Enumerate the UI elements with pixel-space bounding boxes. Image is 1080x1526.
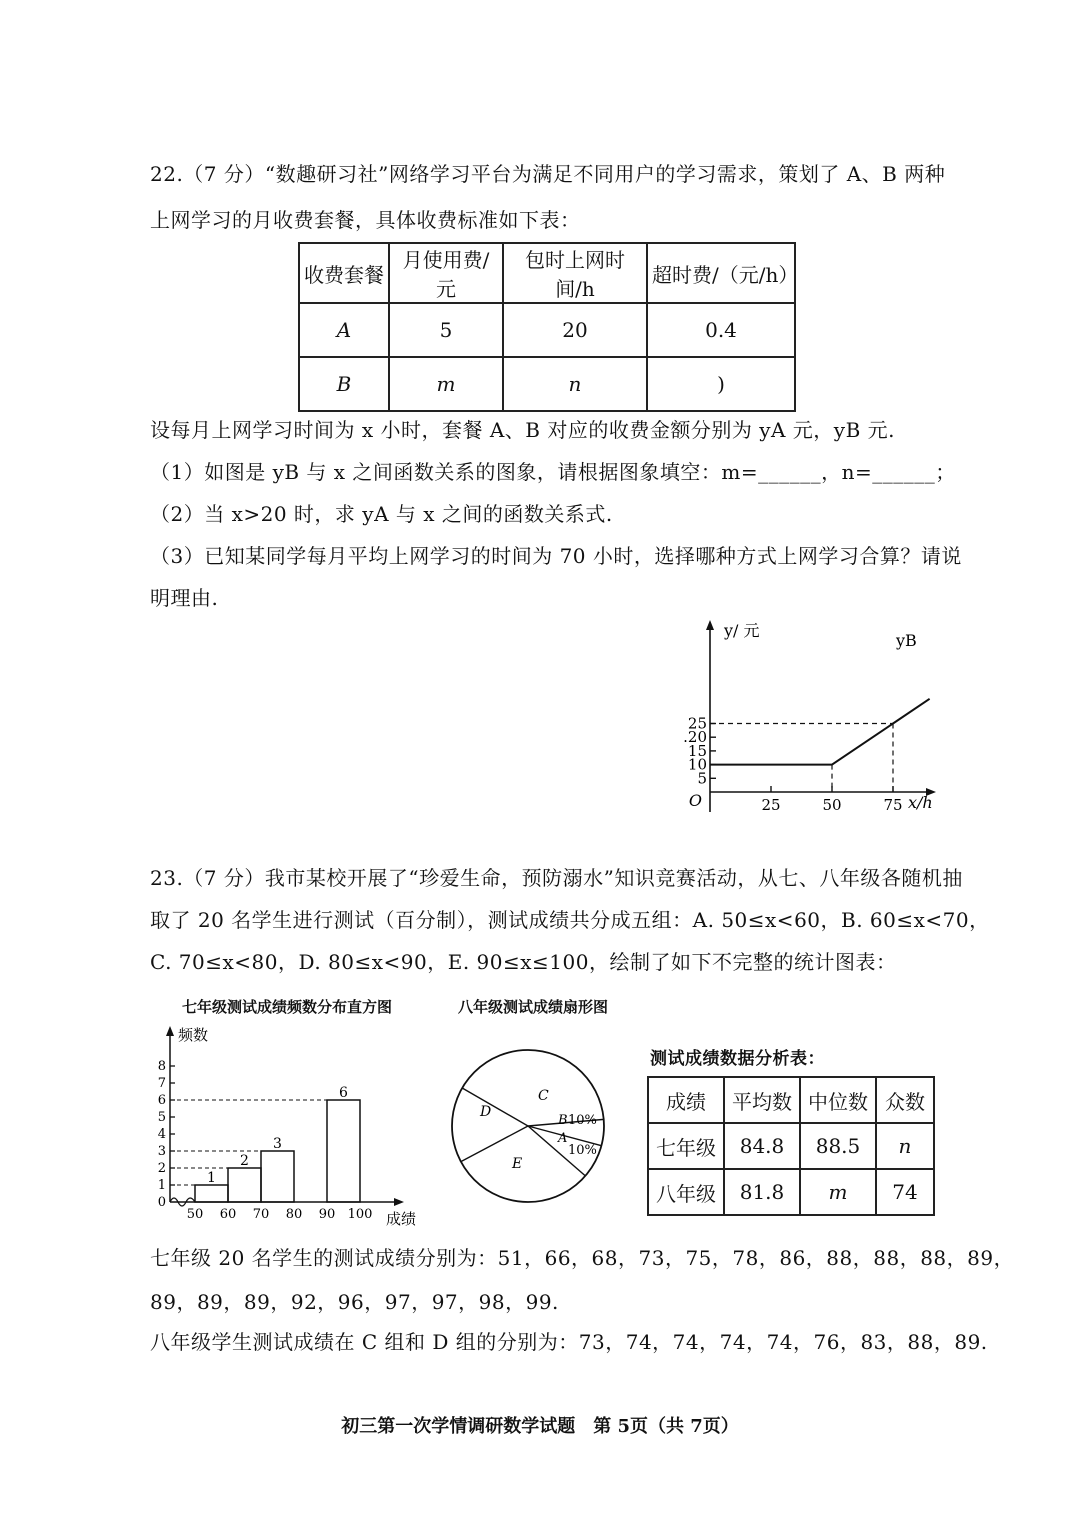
stat-table-header bbox=[648, 1077, 934, 1123]
stat-header-cell: 众数 bbox=[876, 1077, 934, 1123]
hist-x-tick: 50 bbox=[186, 1207, 204, 1222]
x-axis-label: x/h bbox=[908, 793, 933, 812]
x-tick-label: 75 bbox=[883, 796, 903, 814]
stat-table-title: 测试成绩数据分析表： bbox=[650, 1049, 825, 1069]
x-tick-label: 25 bbox=[761, 796, 781, 814]
pie-percent-B: 10% bbox=[568, 1113, 597, 1128]
hist-bar bbox=[228, 1168, 261, 1202]
q22-line1: 22.（7 分）“数趣研习社”网络学习平台为满足不同用户的学习需求，策划了 A、B 两种 bbox=[150, 162, 946, 186]
pie-chart bbox=[448, 1040, 618, 1220]
q22-part3b: 明理由. bbox=[150, 586, 219, 610]
y-tick-label: 10 bbox=[687, 755, 707, 774]
hist-y-tick: 7 bbox=[157, 1076, 166, 1091]
y-tick-label: 25 bbox=[687, 714, 707, 733]
y-tick-label: .20 bbox=[683, 728, 707, 747]
fee-table-row bbox=[299, 303, 795, 357]
stat-cell: 84.8 bbox=[724, 1123, 800, 1169]
hist-bar-label: 3 bbox=[273, 1136, 282, 1152]
page-footer: 初三第一次学情调研数学试题 第 5页（共 7页） bbox=[341, 1416, 739, 1437]
stat-cell: 74 bbox=[876, 1169, 934, 1215]
stat-header-cell: 成绩 bbox=[648, 1077, 724, 1123]
fee-cell: A bbox=[299, 303, 389, 357]
hist-y-tick: 6 bbox=[157, 1093, 166, 1108]
hist-x-tick: 100 bbox=[347, 1207, 373, 1222]
scores-grade7-b: 89，89，89，92，96，97，97，98，99. bbox=[150, 1290, 559, 1314]
fee-cell: 20 bbox=[503, 303, 647, 357]
pie-label-E: E bbox=[512, 1156, 523, 1172]
fee-header-cell: 月使用费/元 bbox=[389, 243, 503, 303]
yb-graph bbox=[680, 612, 950, 816]
hist-y-arrow bbox=[166, 1026, 174, 1036]
q22-part3a: （3）已知某同学每月平均上网学习的时间为 70 小时，选择哪种方式上网学习合算？请说 bbox=[150, 544, 962, 568]
fee-cell: B bbox=[299, 357, 389, 411]
series-label: yB bbox=[896, 631, 917, 650]
pie-slice-boundary bbox=[462, 1088, 528, 1126]
pie-title: 八年级测试成绩扇形图 bbox=[458, 998, 609, 1016]
hist-y-tick: 0 bbox=[157, 1195, 166, 1210]
hist-x-tick: 70 bbox=[252, 1207, 270, 1222]
hist-y-tick: 5 bbox=[157, 1110, 166, 1125]
fee-header-cell: 包时上网时间/h bbox=[503, 243, 647, 303]
stat-cell: 八年级 bbox=[648, 1169, 724, 1215]
stat-table-row bbox=[648, 1169, 934, 1215]
fee-header-cell: 超时费/（元/h） bbox=[647, 243, 795, 303]
histogram bbox=[150, 1020, 435, 1230]
fee-cell: 0.4 bbox=[647, 303, 795, 357]
y-axis-arrow bbox=[706, 620, 714, 630]
q22-part1: （1）如图是 yB 与 x 之间函数关系的图象，请根据图象填空：m=______，n=______； bbox=[150, 460, 956, 484]
pie-label-A: A bbox=[558, 1131, 568, 1146]
stat-cell: 88.5 bbox=[800, 1123, 876, 1169]
hist-bar-label: 2 bbox=[240, 1153, 249, 1169]
yb-line bbox=[710, 699, 930, 765]
hist-y-tick: 3 bbox=[157, 1144, 166, 1159]
hist-x-tick: 60 bbox=[219, 1207, 237, 1222]
origin-label: O bbox=[688, 791, 702, 810]
pie-percent-A: 10% bbox=[568, 1143, 597, 1158]
q22-line3: 设每月上网学习时间为 x 小时，套餐 A、B 对应的收费金额分别为 yA 元，yB 元. bbox=[150, 418, 896, 442]
hist-bar bbox=[195, 1185, 228, 1202]
stat-header-cell: 平均数 bbox=[724, 1077, 800, 1123]
fee-header-cell: 收费套餐 bbox=[299, 243, 389, 303]
q22-line2: 上网学习的月收费套餐，具体收费标准如下表： bbox=[150, 208, 581, 232]
q23-line1: 23.（7 分）我市某校开展了“珍爱生命，预防溺水”知识竞赛活动，从七、八年级各随机抽 bbox=[150, 866, 963, 890]
pie-label-B: B bbox=[558, 1113, 568, 1128]
scores-grade7-a: 七年级 20 名学生的测试成绩分别为：51，66，68，73，75，78，86，88，88，88，89， bbox=[150, 1246, 1015, 1270]
fee-cell: n bbox=[503, 357, 647, 411]
fee-table-header bbox=[299, 243, 795, 303]
stat-table-row bbox=[648, 1123, 934, 1169]
hist-y-tick: 4 bbox=[157, 1127, 166, 1142]
stat-table bbox=[647, 1076, 935, 1216]
fee-table-row bbox=[299, 357, 795, 411]
q23-line2: 取了 20 名学生进行测试（百分制），测试成绩共分成五组：A. 50≤x<60，B. 60≤x<70， bbox=[150, 908, 990, 932]
q23-line3: C. 70≤x<80，D. 80≤x<90，E. 90≤x≤100，绘制了如下不完整的统计图表： bbox=[150, 950, 897, 974]
hist-x-tick: 80 bbox=[285, 1207, 303, 1222]
hist-bar-label: 1 bbox=[207, 1170, 216, 1186]
fee-cell: 5 bbox=[389, 303, 503, 357]
y-tick-label: 5 bbox=[697, 769, 707, 788]
pie-label-D: D bbox=[480, 1104, 492, 1120]
fee-cell: m bbox=[389, 357, 503, 411]
hist-bar bbox=[261, 1151, 294, 1202]
stat-cell: m bbox=[800, 1169, 876, 1215]
hist-x-tick: 90 bbox=[318, 1207, 336, 1222]
fee-cell: ) bbox=[647, 357, 795, 411]
fee-table bbox=[298, 242, 799, 412]
pie-label-C: C bbox=[538, 1088, 549, 1104]
hist-x-arrow bbox=[394, 1198, 404, 1206]
hist-bar bbox=[327, 1100, 360, 1202]
stat-cell: 七年级 bbox=[648, 1123, 724, 1169]
x-tick-label: 50 bbox=[822, 796, 842, 814]
histogram-title: 七年级测试成绩频数分布直方图 bbox=[182, 998, 393, 1016]
hist-y-tick: 1 bbox=[157, 1178, 166, 1193]
stat-cell: 81.8 bbox=[724, 1169, 800, 1215]
stat-cell: n bbox=[876, 1123, 934, 1169]
hist-y-label: 频数 bbox=[178, 1026, 209, 1044]
hist-bar-label: 6 bbox=[339, 1085, 348, 1101]
hist-x-label: 成绩 bbox=[386, 1210, 417, 1228]
hist-y-tick: 2 bbox=[157, 1161, 166, 1176]
scores-grade8: 八年级学生测试成绩在 C 组和 D 组的分别为：73，74，74，74，74，76，83，88，89. bbox=[150, 1330, 988, 1354]
q22-part2: （2）当 x>20 时，求 yA 与 x 之间的函数关系式. bbox=[150, 502, 613, 526]
y-tick-label: 15 bbox=[687, 741, 707, 760]
hist-y-tick: 8 bbox=[157, 1059, 166, 1074]
stat-header-cell: 中位数 bbox=[800, 1077, 876, 1123]
y-axis-label: y/ 元 bbox=[724, 621, 760, 640]
